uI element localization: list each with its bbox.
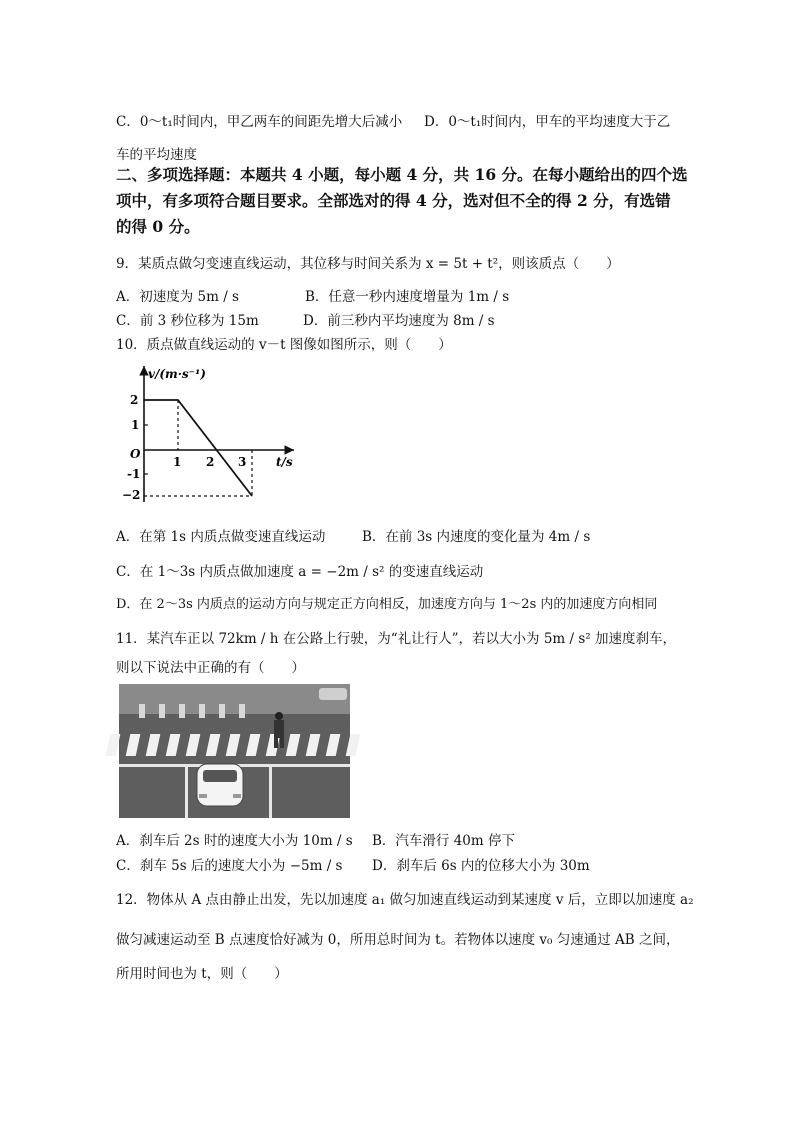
q11-option-a: A．刹车后 2s 时的速度大小为 10m / s <box>116 833 353 849</box>
y-axis-label: v/(m·s⁻¹) <box>148 367 206 381</box>
y-tick-2: 2 <box>130 393 139 407</box>
q11-stem-line1: 11．某汽车正以 72km / h 在公路上行驶，为“礼让行人”，若以大小为 5m / s² 加速度刹车， <box>116 631 676 647</box>
q11-option-d: D．刹车后 6s 内的位移大小为 30m <box>372 858 590 874</box>
q10-vt-graph <box>122 362 298 510</box>
x-axis-label: t/s <box>276 455 293 469</box>
q11-option-b: B．汽车滑行 40m 停下 <box>372 833 515 849</box>
section2-line3: 的得 0 分。 <box>116 217 200 236</box>
x-tick-3: 3 <box>238 455 247 469</box>
y-tick-1: 1 <box>131 418 140 432</box>
q10-option-a: A．在第 1s 内质点做变速直线运动 <box>116 529 326 545</box>
q8-option-d: D．0～t₁时间内，甲车的平均速度大于乙 <box>424 114 671 130</box>
q9-stem: 9．某质点做匀变速直线运动，其位移与时间关系为 x = 5t + t²，则该质点（ ） <box>116 256 620 272</box>
q8-option-d-continued: 车的平均速度 <box>116 147 197 163</box>
q10-option-b: B．在前 3s 内速度的变化量为 4m / s <box>362 529 591 545</box>
q8-option-c: C．0～t₁时间内，甲乙两车的间距先增大后减小 <box>116 114 403 130</box>
q10-stem: 10．质点做直线运动的 v－t 图像如图所示，则（ ） <box>116 337 452 353</box>
q12-line3: 所用时间也为 t，则（ ） <box>116 966 288 982</box>
q9-option-a: A．初速度为 5m / s <box>116 289 239 305</box>
q10-option-d: D．在 2～3s 内质点的运动方向与规定正方向相反，加速度方向与 1～2s 内的加速度方向相同 <box>116 597 658 612</box>
crosswalk-photo <box>119 684 350 818</box>
q9-option-c: C．前 3 秒位移为 15m <box>116 313 259 329</box>
white-car <box>197 764 243 806</box>
q9-option-b: B．任意一秒内速度增量为 1m / s <box>305 289 510 305</box>
y-tick-neg2: −2 <box>122 488 141 502</box>
x-tick-1: 1 <box>173 455 182 469</box>
x-tick-2: 2 <box>206 455 215 469</box>
q12-line1: 12．物体从 A 点由静止出发，先以加速度 a₁ 做匀加速直线运动到某速度 v 后，立即以加速度 a₂ <box>116 892 694 908</box>
section2-line1: 二、多项选择题：本题共 4 小题，每小题 4 分，共 16 分。在每小题给出的四个选 <box>116 165 688 184</box>
vt-line <box>144 400 252 496</box>
origin-label: O <box>130 447 141 461</box>
q11-option-c: C．刹车 5s 后的速度大小为 −5m / s <box>116 858 343 874</box>
section2-line2: 项中，有多项符合题目要求。全部选对的得 4 分，选对但不全的得 2 分，有选错 <box>116 191 671 210</box>
q10-option-c: C．在 1～3s 内质点做加速度 a = −2m / s² 的变速直线运动 <box>116 564 484 580</box>
q9-option-d: D．前三秒内平均速度为 8m / s <box>303 313 495 329</box>
q12-line2: 做匀减速运动至 B 点速度恰好减为 0，所用总时间为 t。若物体以速度 v₀ 匀速通过 AB 之间， <box>116 932 680 948</box>
q11-stem-line2: 则以下说法中正确的有（ ） <box>116 660 305 676</box>
y-tick-neg1: -1 <box>127 467 141 481</box>
